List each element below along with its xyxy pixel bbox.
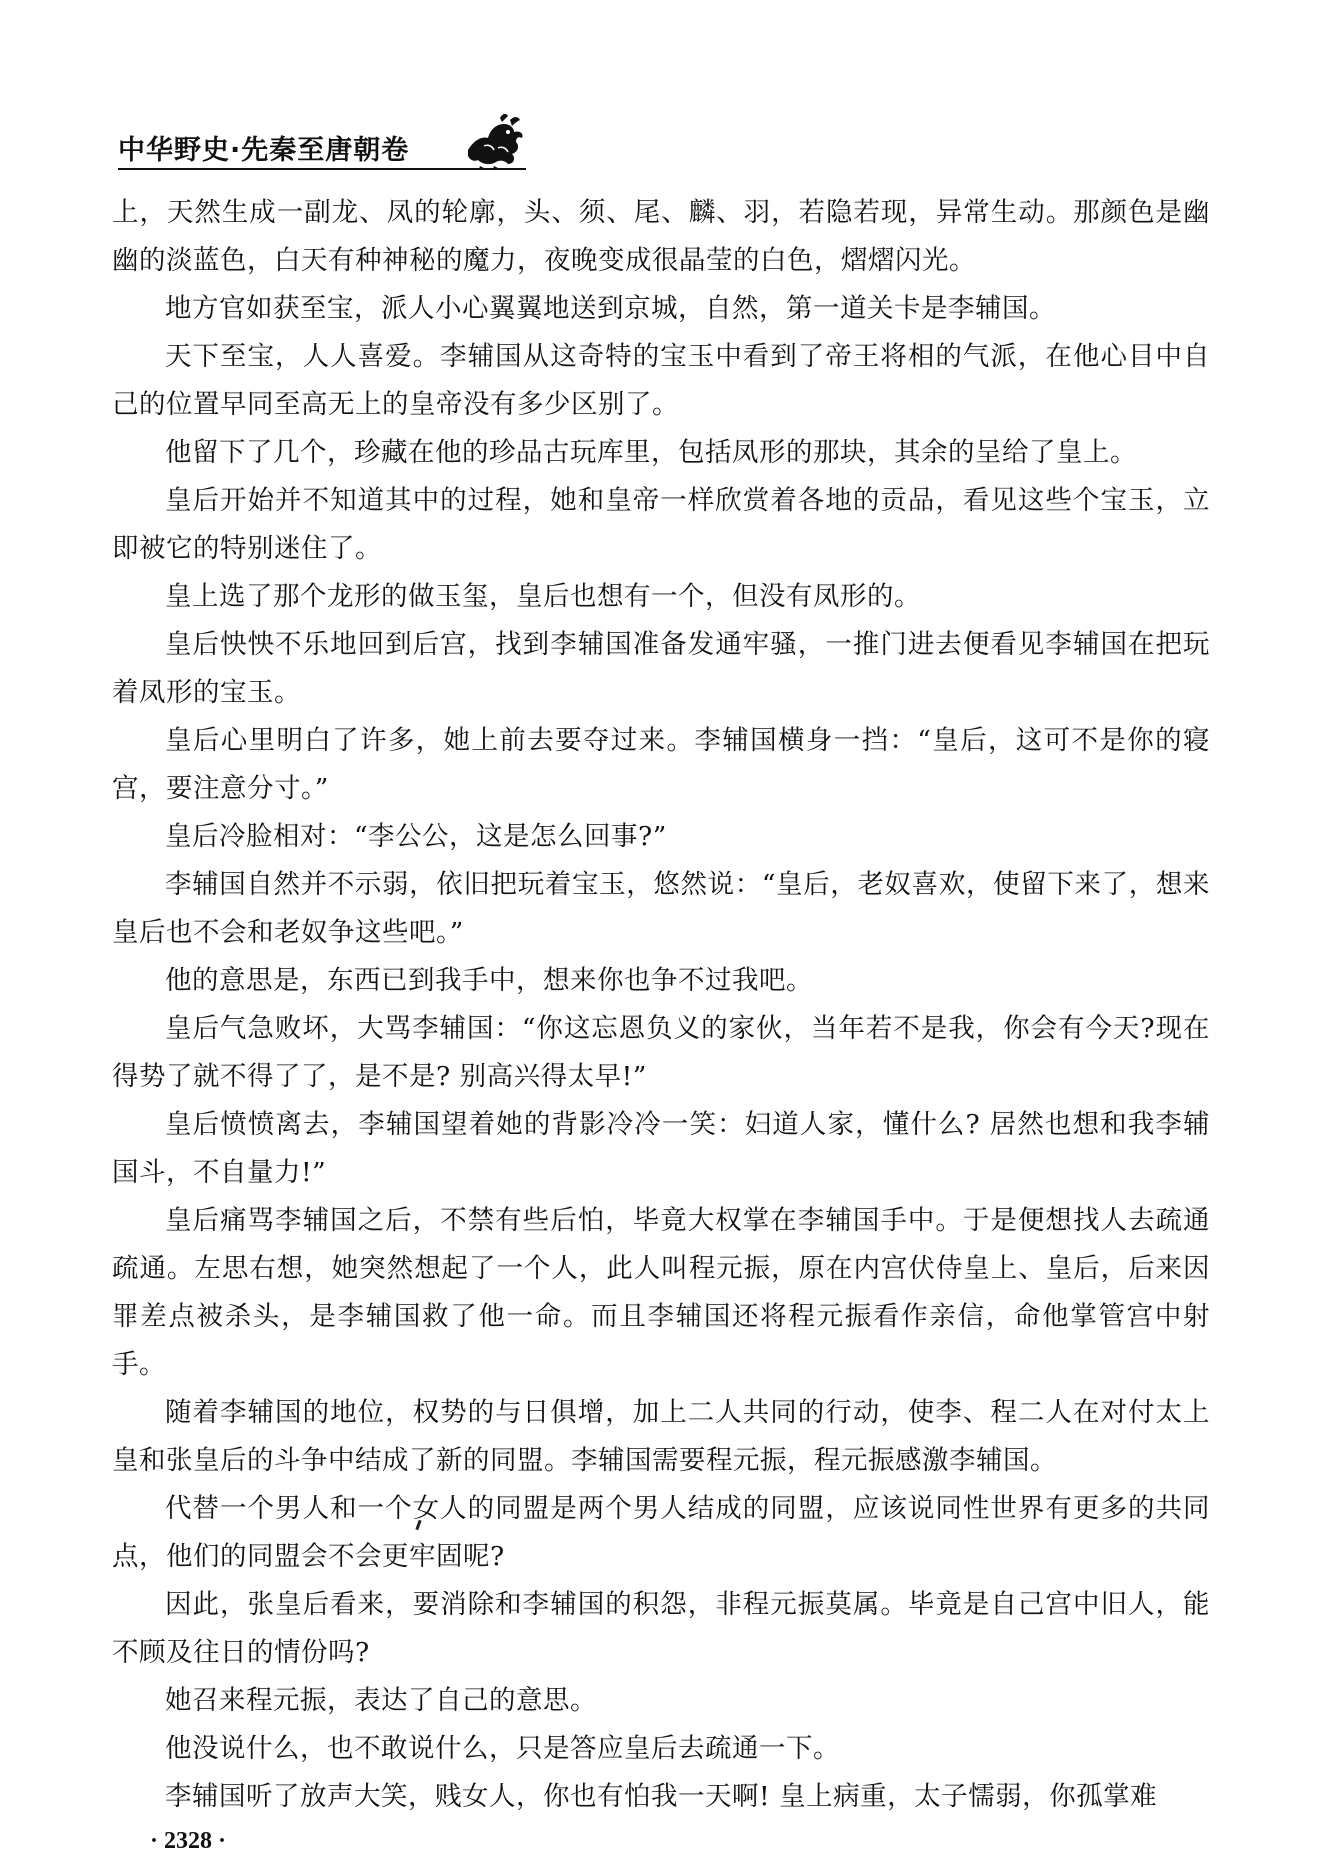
page-number: · 2328 · xyxy=(150,1828,227,1854)
paragraph: 李辅国自然并不示弱，依旧把玩着宝玉，悠然说：“皇后，老奴喜欢，使留下来了，想来皇后也不会和老奴争这些吧。” xyxy=(112,869,1210,948)
body-text xyxy=(112,189,1210,1821)
paragraph: 皇上选了那个龙形的做玉玺，皇后也想有一个，但没有凤形的。 xyxy=(165,581,921,612)
paragraph: 代替一个男人和一个女人的同盟是两个男人结成的同盟，应该说同性世界有更多的共同点，他们的同盟会不会更牢固呢? xyxy=(112,1493,1210,1572)
paragraph: 皇后心里明白了许多，她上前去要夺过来。李辅国横身一挡：“皇后，这可不是你的寝宫，要注意分寸。” xyxy=(112,725,1210,804)
header-rule xyxy=(118,168,526,170)
paragraph: 他没说什么，也不敢说什么，只是答应皇后去疏通一下。 xyxy=(165,1733,840,1764)
paragraph: 他的意思是，东西已到我手中，想来你也争不过我吧。 xyxy=(165,965,813,996)
paragraph: 他留下了几个，珍藏在他的珍品古玩库里，包括凤形的那块，其余的呈给了皇上。 xyxy=(165,437,1137,468)
paragraph: 皇后冷脸相对：“李公公，这是怎么回事?” xyxy=(165,821,667,852)
paragraph: 皇后开始并不知道其中的过程，她和皇帝一样欣赏着各地的贡品，看见这些个宝玉，立即被它的特别迷住了。 xyxy=(112,485,1210,564)
paragraph: 她召来程元振，表达了自己的意思。 xyxy=(165,1685,597,1716)
paragraph: 皇后怏怏不乐地回到后宫，找到李辅国准备发通牢骚，一推门进去便看见李辅国在把玩着凤形的宝玉。 xyxy=(112,629,1210,708)
paragraph: 因此，张皇后看来，要消除和李辅国的积怨，非程元振莫属。毕竟是自己宫中旧人，能不顾及往日的情份吗? xyxy=(112,1589,1210,1668)
book-title: 中华野史·先秦至唐朝卷 xyxy=(118,135,410,166)
paragraph: 李辅国听了放声大笑，贱女人，你也有怕我一天啊! 皇上病重，太子懦弱，你孤掌难 xyxy=(165,1781,1158,1812)
paragraph: 皇后愤愤离去，李辅国望着她的背影冷冷一笑：妇道人家，懂什么? 居然也想和我李辅国斗，不自量力!” xyxy=(112,1109,1210,1188)
dragon-emblem-icon xyxy=(460,110,532,174)
paragraph: 上，天然生成一副龙、凤的轮廓，头、须、尾、麟、羽，若隐若现，异常生动。那颜色是幽幽的淡蓝色，白天有种神秘的魔力，夜晚变成很晶莹的白色，熠熠闪光。 xyxy=(112,197,1210,276)
paragraph: 皇后气急败坏，大骂李辅国：“你这忘恩负义的家伙，当年若不是我，你会有今天?现在得势了就不得了了，是不是? 别高兴得太早!” xyxy=(112,1013,1210,1092)
paragraph: 皇后痛骂李辅国之后，不禁有些后怕，毕竟大权掌在李辅国手中。于是便想找人去疏通疏通。左思右想，她突然想起了一个人，此人叫程元振，原在内宫伏侍皇上、皇后，后来因罪差点被杀头，是李辅国救了他一命。而且李辅国还将程元振看作亲信，命他掌管宫中射手。 xyxy=(112,1205,1210,1380)
paragraph: 随着李辅国的地位，权势的与日俱增，加上二人共同的行动，使李、程二人在对付太上皇和张皇后的斗争中结成了新的同盟。李辅国需要程元振，程元振感激李辅国。 xyxy=(112,1397,1210,1476)
running-header xyxy=(118,118,538,180)
paragraph: 地方官如获至宝，派人小心翼翼地送到京城，自然，第一道关卡是李辅国。 xyxy=(165,293,1056,324)
paragraph: 天下至宝，人人喜爱。李辅国从这奇特的宝玉中看到了帝王将相的气派，在他心目中自己的位置早同至高无上的皇帝没有多少区别了。 xyxy=(112,341,1210,420)
